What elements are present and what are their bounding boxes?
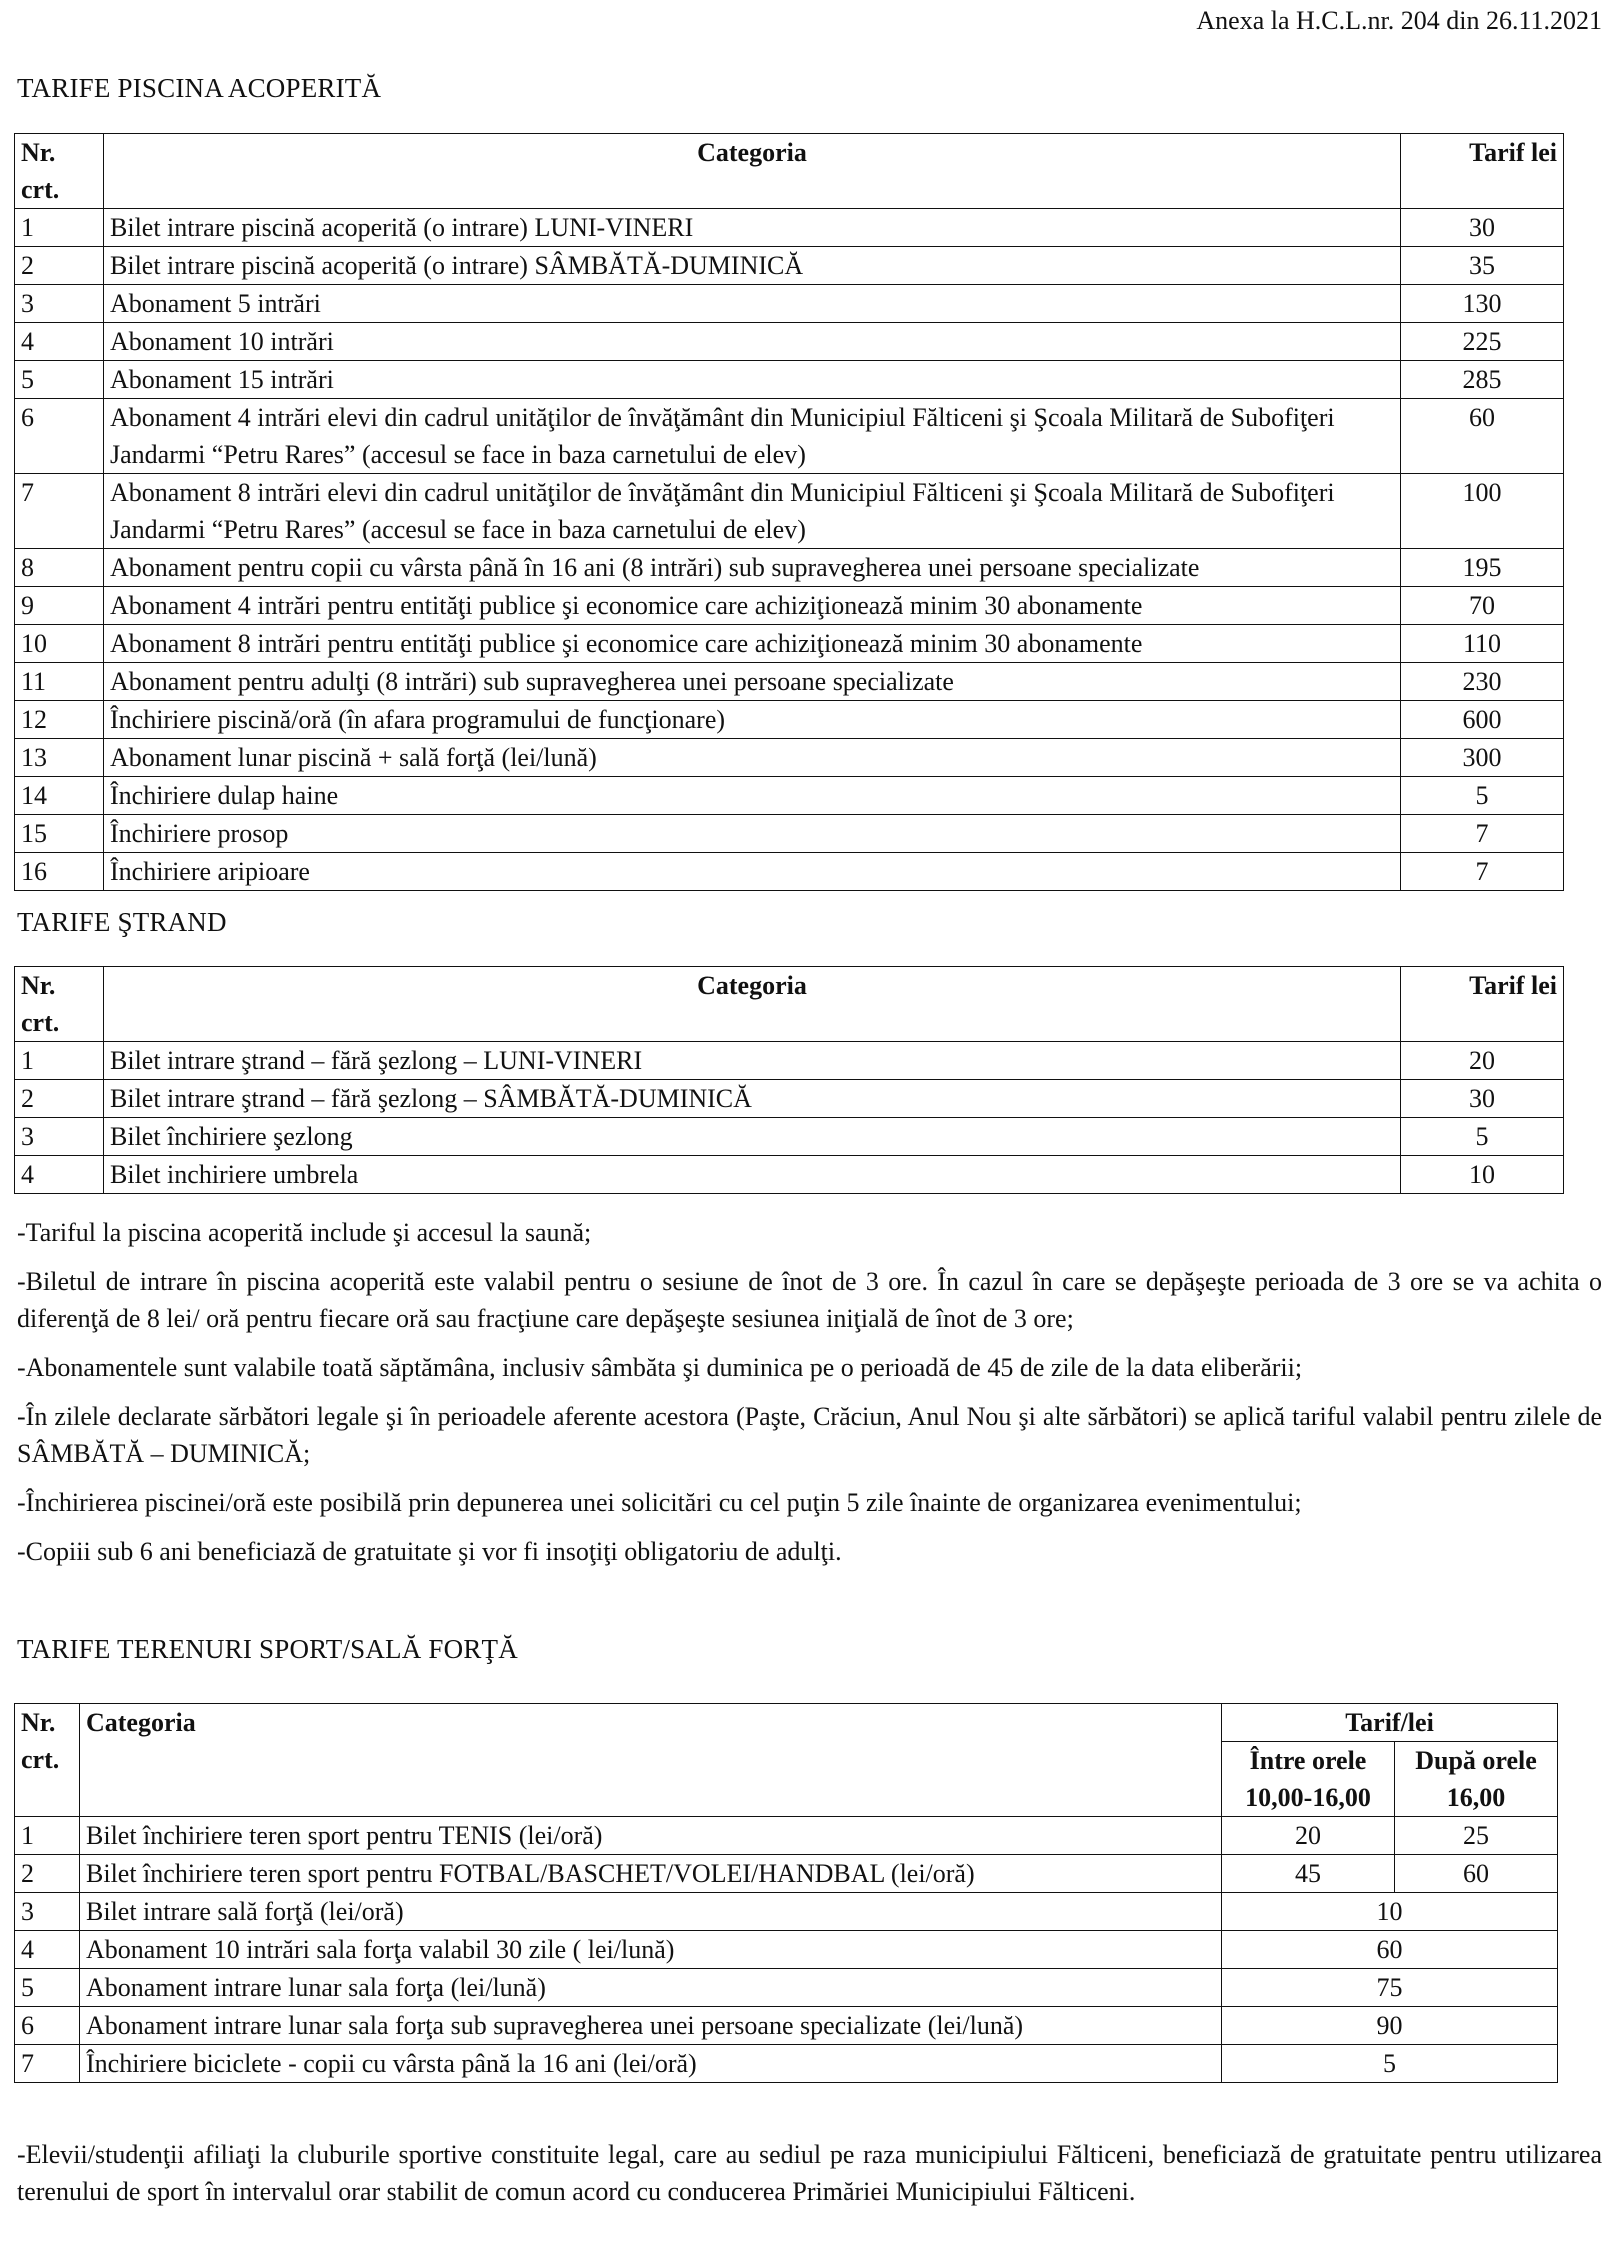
row-price: 600	[1401, 701, 1564, 739]
row-price: 70	[1401, 587, 1564, 625]
row-price: 110	[1401, 625, 1564, 663]
row-number: 3	[15, 1118, 104, 1156]
row-price: 5	[1401, 777, 1564, 815]
row-price: 300	[1401, 739, 1564, 777]
row-price-after: 60	[1395, 1855, 1558, 1893]
note-item: -Tariful la piscina acoperită include şi accesul la saună;	[17, 1218, 592, 1247]
header-after-hours: După orele 16,00	[1395, 1742, 1558, 1817]
row-category: Închiriere dulap haine	[104, 777, 1401, 815]
pool-tariff-table	[14, 133, 1564, 891]
table-row	[15, 399, 1564, 474]
header-price: Tarif lei	[1401, 134, 1564, 209]
row-number: 7	[15, 2045, 80, 2083]
row-category: Bilet intrare piscină acoperită (o intrare) LUNI-VINERI	[104, 209, 1401, 247]
row-number: 6	[15, 2007, 80, 2045]
row-category: Abonament pentru adulţi (8 intrări) sub supravegherea unei persoane specializate	[104, 663, 1401, 701]
row-number: 3	[15, 285, 104, 323]
table-row	[15, 247, 1564, 285]
row-category: Închiriere piscină/oră (în afara programului de funcţionare)	[104, 701, 1401, 739]
strand-tariff-table	[14, 966, 1564, 1194]
row-price: 7	[1401, 853, 1564, 891]
row-number: 10	[15, 625, 104, 663]
table-row	[15, 739, 1564, 777]
row-number: 9	[15, 587, 104, 625]
row-number: 13	[15, 739, 104, 777]
row-number: 11	[15, 663, 104, 701]
sport-tariff-table	[14, 1703, 1558, 2083]
table-row	[15, 1080, 1564, 1118]
row-number: 2	[15, 247, 104, 285]
strand-table-body	[15, 1042, 1564, 1194]
table-header-row	[15, 967, 1564, 1042]
row-price: 10	[1222, 1893, 1558, 1931]
table-row	[15, 1893, 1558, 1931]
table-header-row	[15, 1704, 1558, 1742]
row-price: 195	[1401, 549, 1564, 587]
row-category: Abonament intrare lunar sala forţa (lei/lună)	[80, 1969, 1222, 2007]
table-row	[15, 815, 1564, 853]
row-category: Abonament 4 intrări elevi din cadrul unităţilor de învăţământ din Municipiul Fălticeni şi Şcoala Militară de Subofiţeri Jandarmi “Petru Rares” (accesul se face in baza carnetului de elev)	[104, 399, 1401, 474]
table-row	[15, 2045, 1558, 2083]
row-number: 7	[15, 474, 104, 549]
header-price: Tarif lei	[1401, 967, 1564, 1042]
row-category: Abonament 8 intrări elevi din cadrul unităţilor de învăţământ din Municipiul Fălticeni şi Şcoala Militară de Subofiţeri Jandarmi “Petru Rares” (accesul se face in baza carnetului de elev)	[104, 474, 1401, 549]
row-price: 10	[1401, 1156, 1564, 1194]
row-category: Închiriere aripioare	[104, 853, 1401, 891]
table-row	[15, 1969, 1558, 2007]
header-tariff: Tarif/lei	[1222, 1704, 1558, 1742]
header-between-hours: Între orele 10,00-16,00	[1222, 1742, 1395, 1817]
row-price: 7	[1401, 815, 1564, 853]
header-category: Categoria	[104, 134, 1401, 209]
row-price: 5	[1401, 1118, 1564, 1156]
row-price: 20	[1401, 1042, 1564, 1080]
row-category: Abonament pentru copii cu vârsta până în 16 ani (8 intrări) sub supravegherea unei persoane specializate	[104, 549, 1401, 587]
row-number: 5	[15, 1969, 80, 2007]
row-number: 1	[15, 209, 104, 247]
row-category: Închiriere prosop	[104, 815, 1401, 853]
table-row	[15, 361, 1564, 399]
footnote: -Elevii/studenţii afiliaţi la cluburile sportive constituite legal, care au sediul pe raza municipiului Fălticeni, beneficiază de gratuitate pentru utilizarea terenului de sport în intervalul orar stabilit de comun acord cu conducerea Primăriei Municipiului Fălticeni.	[17, 2140, 1602, 2206]
header-nr: Nr. crt.	[15, 967, 104, 1042]
annex-reference: Anexa la H.C.L.nr. 204 din 26.11.2021	[1196, 6, 1602, 35]
table-row	[15, 285, 1564, 323]
row-number: 14	[15, 777, 104, 815]
row-category: Bilet intrare ştrand – fără şezlong – SÂMBĂTĂ-DUMINICĂ	[104, 1080, 1401, 1118]
note-item: -Biletul de intrare în piscina acoperită este valabil pentru o sesiune de înot de 3 ore. În cazul în care se depăşeşte perioada de 3 ore se va achita o diferenţă de 8 lei/ oră pentru fiecare oră sau fracţiune care depăşeşte sesiunea iniţială de înot de 3 ore;	[17, 1267, 1602, 1333]
table-row	[15, 663, 1564, 701]
row-price: 60	[1401, 399, 1564, 474]
notes-block	[17, 1214, 1602, 1582]
row-category: Abonament intrare lunar sala forţa sub supravegherea unei persoane specializate (lei/lună)	[80, 2007, 1222, 2045]
table-row	[15, 701, 1564, 739]
row-number: 16	[15, 853, 104, 891]
row-category: Bilet intrare piscină acoperită (o intrare) SÂMBĂTĂ-DUMINICĂ	[104, 247, 1401, 285]
row-category: Bilet închiriere şezlong	[104, 1118, 1401, 1156]
table-row	[15, 587, 1564, 625]
row-number: 5	[15, 361, 104, 399]
row-category: Bilet inchiriere umbrela	[104, 1156, 1401, 1194]
row-price: 90	[1222, 2007, 1558, 2045]
header-category: Categoria	[104, 967, 1401, 1042]
table-row	[15, 1931, 1558, 1969]
table-row	[15, 1855, 1558, 1893]
row-price: 130	[1401, 285, 1564, 323]
row-category: Abonament 10 intrări sala forţa valabil 30 zile ( lei/lună)	[80, 1931, 1222, 1969]
row-price: 75	[1222, 1969, 1558, 2007]
table-row	[15, 549, 1564, 587]
row-category: Bilet intrare ştrand – fără şezlong – LUNI-VINERI	[104, 1042, 1401, 1080]
row-number: 15	[15, 815, 104, 853]
row-price: 30	[1401, 209, 1564, 247]
table-row	[15, 323, 1564, 361]
row-category: Abonament 10 intrări	[104, 323, 1401, 361]
row-category: Bilet intrare sală forţă (lei/oră)	[80, 1893, 1222, 1931]
row-price-between: 45	[1222, 1855, 1395, 1893]
row-price: 230	[1401, 663, 1564, 701]
table-row	[15, 625, 1564, 663]
row-number: 2	[15, 1855, 80, 1893]
row-price: 225	[1401, 323, 1564, 361]
row-number: 2	[15, 1080, 104, 1118]
strand-section-title: TARIFE ŞTRAND	[17, 907, 227, 937]
row-number: 3	[15, 1893, 80, 1931]
table-row	[15, 1042, 1564, 1080]
row-number: 4	[15, 1156, 104, 1194]
header-nr: Nr. crt.	[15, 134, 104, 209]
row-price: 30	[1401, 1080, 1564, 1118]
table-row	[15, 777, 1564, 815]
header-nr: Nr. crt.	[15, 1704, 80, 1817]
row-category: Abonament lunar piscină + sală forţă (lei/lună)	[104, 739, 1401, 777]
row-category: Bilet închiriere teren sport pentru FOTBAL/BASCHET/VOLEI/HANDBAL (lei/oră)	[80, 1855, 1222, 1893]
pool-table-body	[15, 209, 1564, 891]
row-number: 12	[15, 701, 104, 739]
row-category: Abonament 4 intrări pentru entităţi publice şi economice care achiziţionează minim 30 abonamente	[104, 587, 1401, 625]
table-row	[15, 1156, 1564, 1194]
row-price: 60	[1222, 1931, 1558, 1969]
table-row	[15, 2007, 1558, 2045]
row-price: 5	[1222, 2045, 1558, 2083]
row-category: Abonament 15 intrări	[104, 361, 1401, 399]
table-row	[15, 1817, 1558, 1855]
table-row	[15, 209, 1564, 247]
row-number: 1	[15, 1817, 80, 1855]
pool-section-title: TARIFE PISCINA ACOPERITĂ	[17, 73, 382, 103]
table-row	[15, 1118, 1564, 1156]
row-number: 4	[15, 1931, 80, 1969]
row-price-between: 20	[1222, 1817, 1395, 1855]
row-number: 6	[15, 399, 104, 474]
table-header-row	[15, 134, 1564, 209]
row-category: Închiriere biciclete - copii cu vârsta până la 16 ani (lei/oră)	[80, 2045, 1222, 2083]
note-item: -În zilele declarate sărbători legale şi în perioadele aferente acestora (Paşte, Crăciun, Anul Nou şi alte sărbători) se aplică tariful valabil pentru zilele de SÂMBĂTĂ – DUMINICĂ;	[17, 1402, 1602, 1468]
row-number: 1	[15, 1042, 104, 1080]
sport-table-body	[15, 1817, 1558, 2083]
row-price-after: 25	[1395, 1817, 1558, 1855]
row-number: 8	[15, 549, 104, 587]
header-category: Categoria	[80, 1704, 1222, 1817]
sport-section-title: TARIFE TERENURI SPORT/SALĂ FORŢĂ	[17, 1634, 518, 1664]
row-price: 100	[1401, 474, 1564, 549]
table-row	[15, 474, 1564, 549]
note-item: -Abonamentele sunt valabile toată săptămâna, inclusiv sâmbăta şi duminica pe o perioadă de 45 de zile de la data eliberării;	[17, 1353, 1303, 1382]
row-price: 35	[1401, 247, 1564, 285]
note-item: -Copiii sub 6 ani beneficiază de gratuitate şi vor fi insoţiţi obligatoriu de adulţi.	[17, 1537, 842, 1566]
row-category: Bilet închiriere teren sport pentru TENIS (lei/oră)	[80, 1817, 1222, 1855]
table-row	[15, 853, 1564, 891]
row-category: Abonament 8 intrări pentru entităţi publice şi economice care achiziţionează minim 30 abonamente	[104, 625, 1401, 663]
row-price: 285	[1401, 361, 1564, 399]
row-category: Abonament 5 intrări	[104, 285, 1401, 323]
note-item: -Închirierea piscinei/oră este posibilă prin depunerea unei solicitări cu cel puţin 5 zile înainte de organizarea evenimentului;	[17, 1488, 1302, 1517]
row-number: 4	[15, 323, 104, 361]
